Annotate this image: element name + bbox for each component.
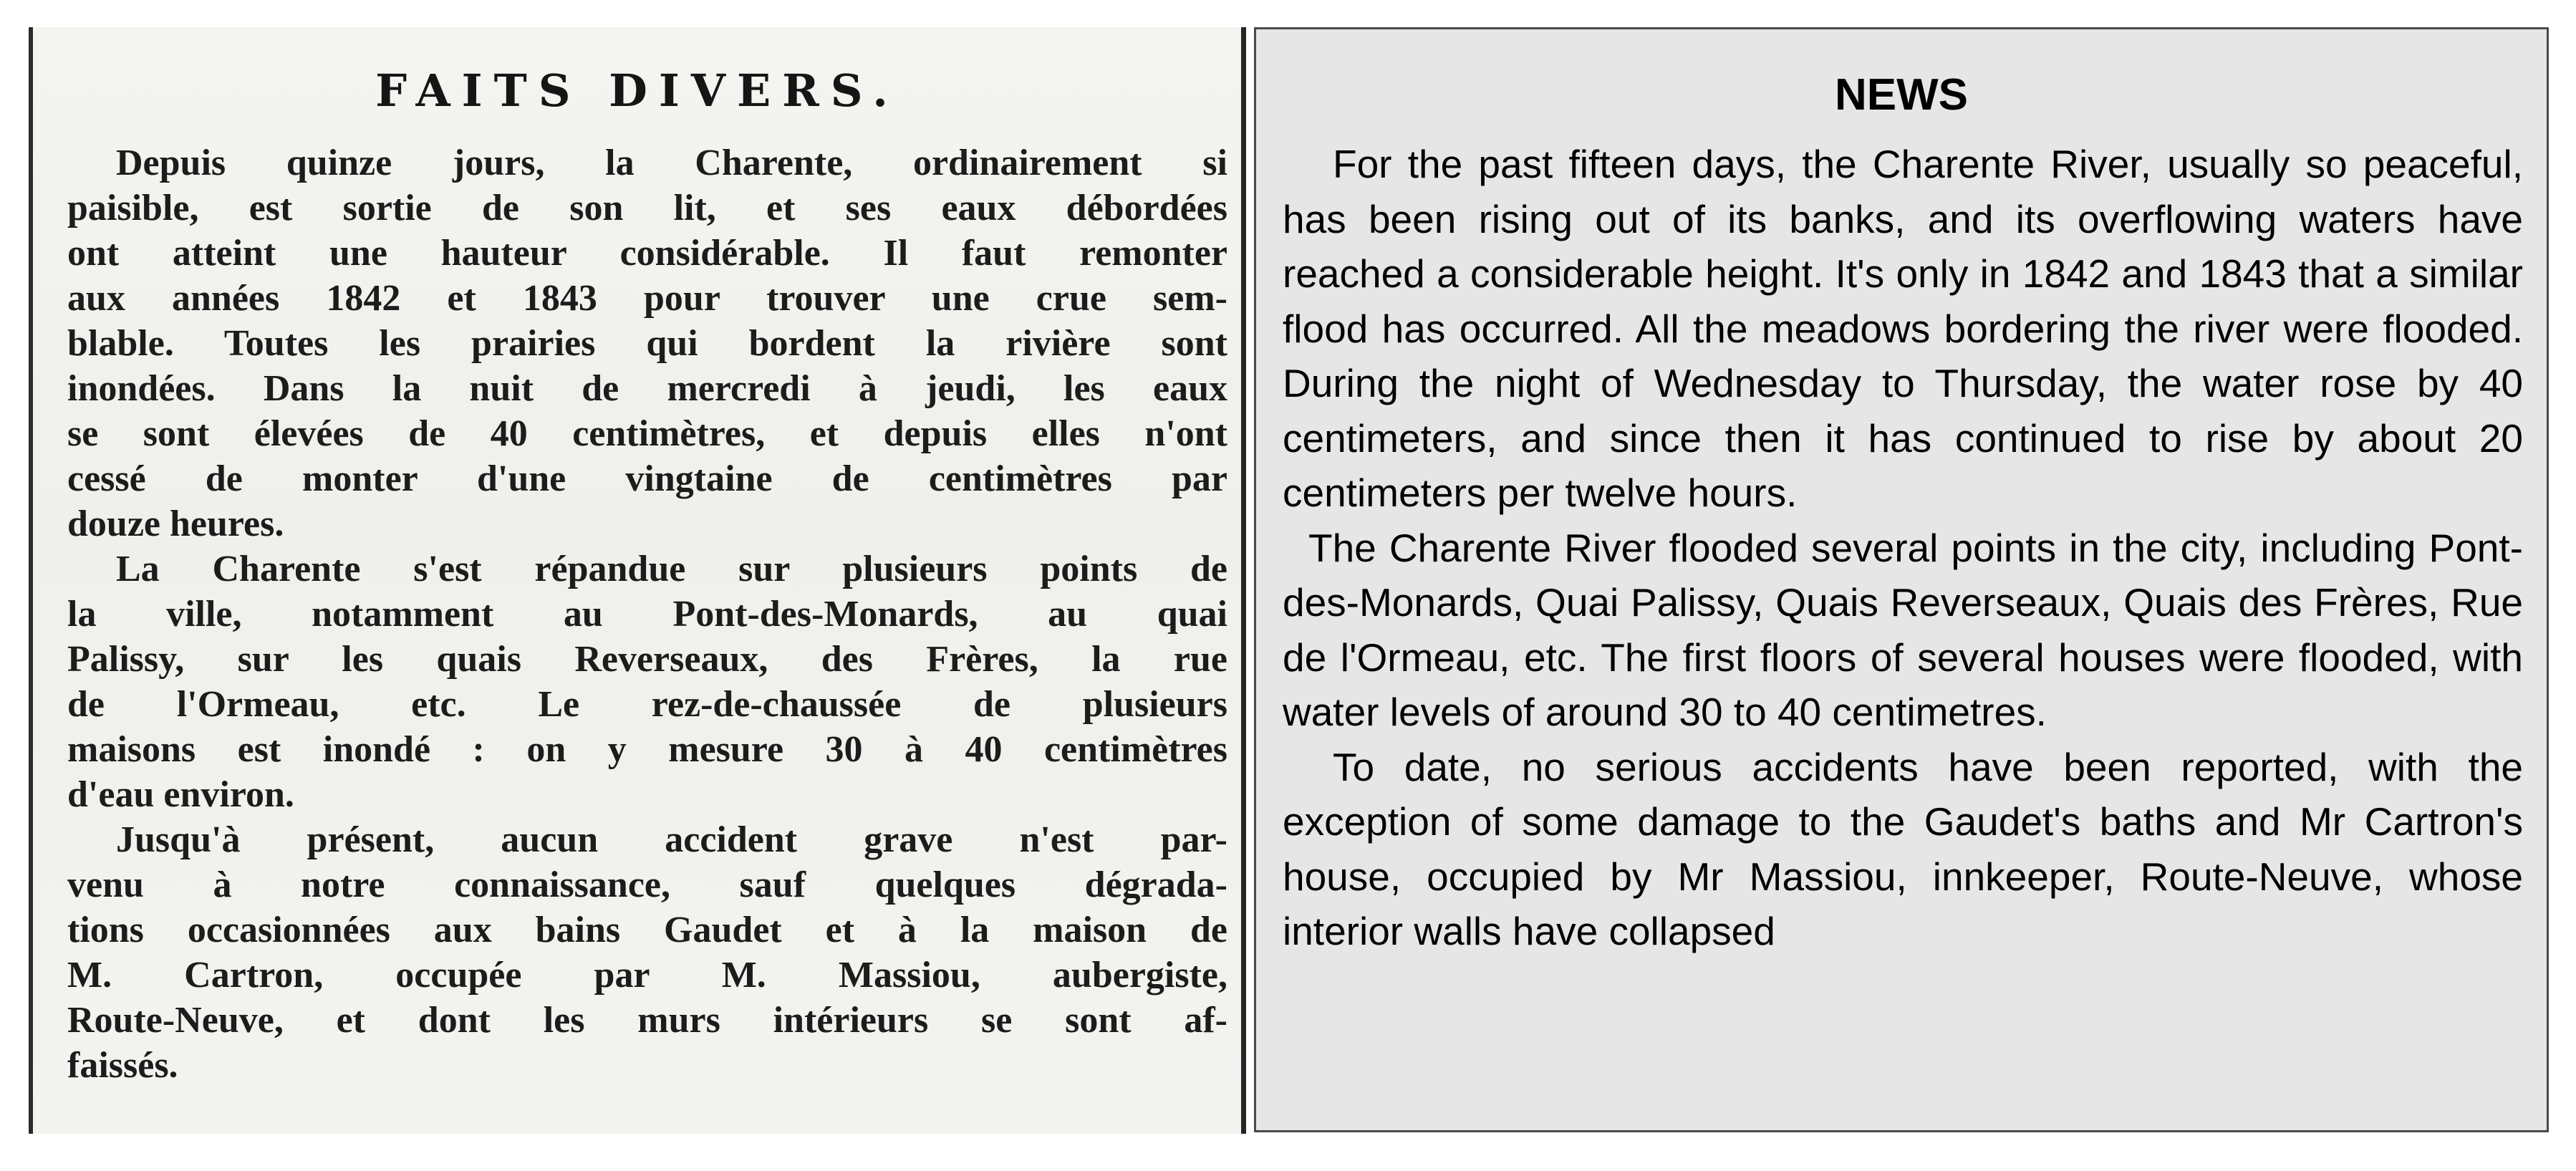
clipping-line: cessé de monter d'une vingtaine de centimètres par: [67, 458, 1227, 499]
clipping-line: la ville, notamment au Pont-des-Monards, au quai: [67, 594, 1227, 635]
column-rule-left: [29, 27, 33, 1134]
clipping-body: [67, 140, 1227, 1088]
clipping-paragraph: [67, 140, 1227, 546]
translation-panel: [1254, 27, 2549, 1132]
clipping-title: FAITS DIVERS.: [375, 64, 899, 117]
clipping-line: inondées. Dans la nuit de mercredi à jeudi, les eaux: [67, 368, 1227, 409]
clipping-line: se sont élevées de 40 centimètres, et depuis elles n'ont: [67, 413, 1227, 454]
clipping-line: tions occasionnées aux bains Gaudet et à la maison de: [67, 910, 1227, 950]
clipping-line: faissés.: [67, 1045, 178, 1086]
clipping-paragraph: [67, 817, 1227, 1088]
clipping-line: Palissy, sur les quais Reverseaux, des Frères, la rue: [67, 639, 1227, 680]
clipping-line: La Charente s'est répandue sur plusieurs points de: [116, 549, 1227, 589]
clipping-line: de l'Ormeau, etc. Le rez-de-chaussée de plusieurs: [67, 684, 1227, 725]
clipping-line: douze heures.: [67, 503, 284, 544]
clipping-line: M. Cartron, occupée par M. Massiou, aubergiste,: [67, 955, 1227, 996]
clipping-line: maisons est inondé : on y mesure 30 à 40 centimètres: [67, 729, 1227, 770]
clipping-line: Route-Neuve, et dont les murs intérieurs se sont af-: [67, 1000, 1227, 1041]
translation-paragraph: For the past fifteen days, the Charente River, usually so peaceful, has been rising out of its banks, and its overflowing waters have reached a considerable height. It's only in 1842 and 1843 that a similar flood has occurred. All the meadows bordering the river were flooded. During the night of Wednesday to Thursday, the water rose by 40 centimeters, and since then it has continued to rise by about 20 centimeters per twelve hours.: [1283, 142, 2523, 515]
clipping-line: blable. Toutes les prairies qui bordent la rivière sont: [67, 323, 1227, 364]
column-rule-right: [1241, 27, 1246, 1134]
translation-body: [1283, 137, 2523, 959]
translation-paragraph: To date, no serious accidents have been reported, with the exception of some damage to the Gaudet's baths and Mr Cartron's house, occupied by Mr Massiou, innkeeper, Route-Neuve, whose interior walls have collapsed: [1283, 744, 2523, 953]
clipping-line: Jusqu'à présent, aucun accident grave n'est par-: [116, 819, 1227, 860]
clipping-line: d'eau environ.: [67, 774, 294, 815]
translation-title: NEWS: [1835, 70, 1968, 120]
clipping-line: venu à notre connaissance, sauf quelques dégrada-: [67, 864, 1227, 905]
clipping-line: paisible, est sortie de son lit, et ses eaux débordées: [67, 188, 1227, 228]
clipping-line: ont atteint une hauteur considérable. Il faut remonter: [67, 233, 1227, 274]
clipping-paragraph: [67, 546, 1227, 817]
clipping-line: aux années 1842 et 1843 pour trouver une crue sem-: [67, 278, 1227, 319]
newspaper-clipping: [29, 27, 1246, 1134]
translation-paragraph: The Charente River flooded several points in the city, including Pont-des-Monards, Quai Palissy, Quais Reverseaux, Quais des Frères, Rue de l'Ormeau, etc. The first floors of several houses were flooded, with water levels of around 30 to 40 centimetres.: [1283, 525, 2523, 734]
clipping-line: Depuis quinze jours, la Charente, ordinairement si: [116, 143, 1227, 183]
